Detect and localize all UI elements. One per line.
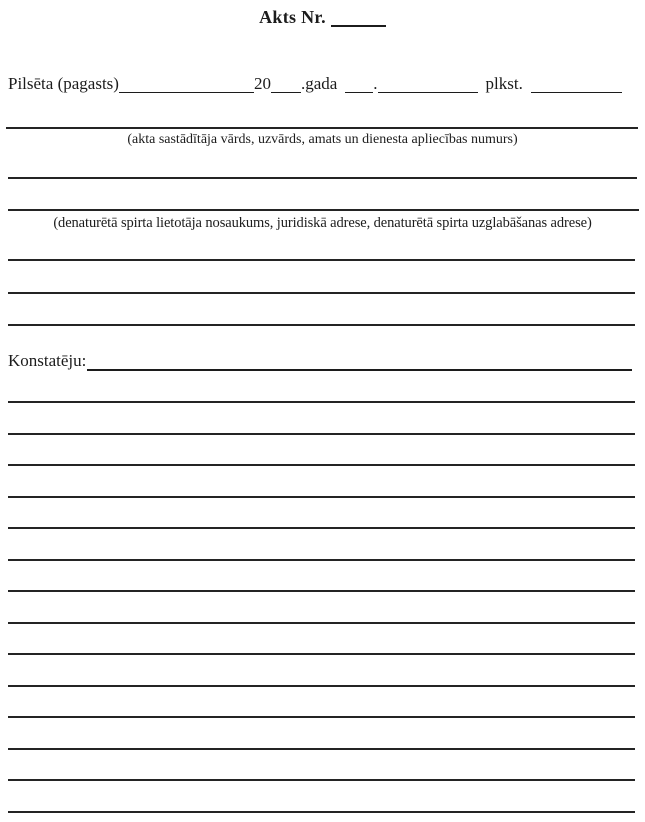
month-blank: [378, 91, 478, 93]
blank-fill-line: [8, 177, 637, 179]
blank-rule: [8, 433, 635, 435]
blank-rule: [8, 622, 635, 624]
year-blank: [271, 91, 301, 93]
blank-rule: [8, 590, 635, 592]
header-fill-row: [8, 73, 633, 94]
author-fill-line: [6, 127, 638, 129]
form-title: [0, 7, 645, 28]
date-separator: .: [373, 74, 378, 93]
blank-rule: [8, 324, 635, 326]
blank-rule: [8, 559, 635, 561]
day-blank: [345, 91, 373, 93]
user-fill-line: [8, 209, 639, 211]
statement-first-blank: [87, 348, 632, 371]
blank-rule: [8, 811, 635, 813]
time-label: plkst.: [485, 74, 523, 93]
blank-rule: [8, 259, 635, 261]
blank-rule: [8, 401, 635, 403]
statement-label: Konstatēju:: [8, 351, 87, 370]
blank-rule: [8, 292, 635, 294]
user-caption: (denaturētā spirta lietotāja nosaukums, juridiskā adrese, denaturētā spirta uzglabāšanas adrese): [53, 215, 592, 231]
blank-rule: [8, 716, 635, 718]
address-blank-lines: [8, 259, 635, 357]
blank-rule: [8, 527, 635, 529]
blank-rule: [8, 685, 635, 687]
blank-rule: [8, 748, 635, 750]
blank-rule: [8, 496, 635, 498]
form-title-text: Akts Nr.: [259, 7, 326, 27]
time-blank: [531, 91, 622, 93]
blank-rule: [8, 653, 635, 655]
location-blank: [119, 91, 254, 93]
year-suffix: .gada: [300, 74, 338, 93]
blank-rule: [8, 464, 635, 466]
statement-blank-lines: [8, 401, 635, 822]
act-number-blank: [331, 24, 386, 27]
author-caption: (akta sastādītāja vārds, uzvārds, amats un dienesta apliecības numurs): [127, 132, 518, 147]
statement-row: [8, 350, 632, 371]
year-prefix: 20: [253, 74, 271, 93]
location-label: Pilsēta (pagasts): [8, 74, 119, 93]
blank-rule: [8, 779, 635, 781]
